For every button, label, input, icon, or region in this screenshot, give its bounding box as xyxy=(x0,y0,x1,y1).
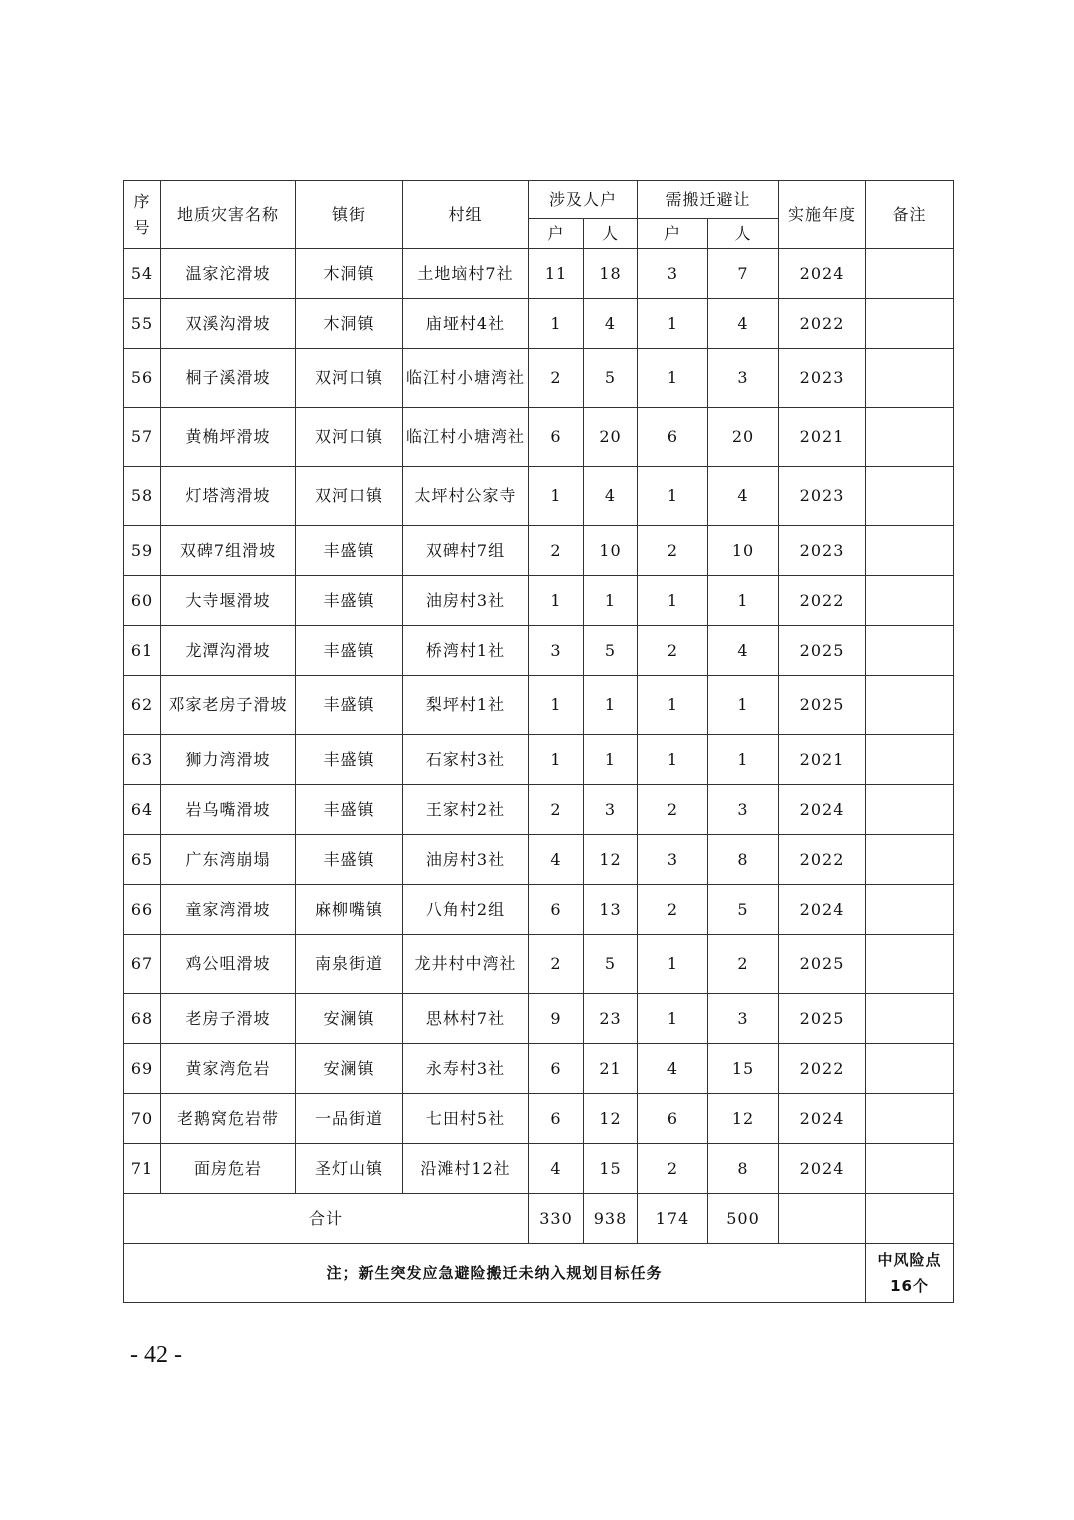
row-name: 面房危岩 xyxy=(161,1144,296,1194)
row-name: 灯塔湾滑坡 xyxy=(161,467,296,526)
table-row xyxy=(124,885,954,935)
row-village: 沿滩村12社 xyxy=(403,1144,529,1194)
row-town: 双河口镇 xyxy=(296,349,403,408)
row-remark xyxy=(866,994,954,1044)
row-index: 54 xyxy=(124,249,161,299)
row-relocate-households: 1 xyxy=(638,467,708,526)
row-year: 2024 xyxy=(779,785,866,835)
row-involved-households: 2 xyxy=(529,935,584,994)
row-town: 木洞镇 xyxy=(296,299,403,349)
row-remark xyxy=(866,1044,954,1094)
table-row xyxy=(124,526,954,576)
row-involved-households: 2 xyxy=(529,526,584,576)
row-involved-persons: 5 xyxy=(584,935,638,994)
row-remark xyxy=(866,408,954,467)
row-name: 邓家老房子滑坡 xyxy=(161,676,296,735)
row-index: 59 xyxy=(124,526,161,576)
row-village: 油房村3社 xyxy=(403,835,529,885)
note-text: 注；新生突发应急避险搬迁未纳入规划目标任务 xyxy=(124,1244,866,1303)
row-town: 安澜镇 xyxy=(296,994,403,1044)
row-town: 丰盛镇 xyxy=(296,785,403,835)
row-town: 木洞镇 xyxy=(296,249,403,299)
row-relocate-households: 2 xyxy=(638,1144,708,1194)
row-year: 2021 xyxy=(779,408,866,467)
header-involved-persons: 人 xyxy=(584,219,638,249)
row-relocate-households: 1 xyxy=(638,576,708,626)
row-involved-households: 2 xyxy=(529,349,584,408)
row-village: 七田村5社 xyxy=(403,1094,529,1144)
row-relocate-persons: 20 xyxy=(708,408,779,467)
total-involved-households: 330 xyxy=(529,1194,584,1244)
row-involved-households: 2 xyxy=(529,785,584,835)
row-remark xyxy=(866,785,954,835)
row-relocate-households: 1 xyxy=(638,299,708,349)
row-involved-households: 6 xyxy=(529,1094,584,1144)
row-name: 老房子滑坡 xyxy=(161,994,296,1044)
row-index: 66 xyxy=(124,885,161,935)
row-index: 60 xyxy=(124,576,161,626)
row-index: 67 xyxy=(124,935,161,994)
table-row xyxy=(124,935,954,994)
row-index: 71 xyxy=(124,1144,161,1194)
header-name: 地质灾害名称 xyxy=(161,181,296,249)
row-involved-persons: 1 xyxy=(584,676,638,735)
row-year: 2022 xyxy=(779,1044,866,1094)
row-index: 69 xyxy=(124,1044,161,1094)
row-relocate-persons: 7 xyxy=(708,249,779,299)
row-index: 65 xyxy=(124,835,161,885)
row-relocate-persons: 1 xyxy=(708,676,779,735)
row-village: 太坪村公家寺 xyxy=(403,467,529,526)
row-remark xyxy=(866,526,954,576)
row-village: 王家村2社 xyxy=(403,785,529,835)
row-relocate-households: 6 xyxy=(638,408,708,467)
row-relocate-households: 3 xyxy=(638,835,708,885)
row-involved-persons: 20 xyxy=(584,408,638,467)
row-remark xyxy=(866,299,954,349)
row-involved-households: 9 xyxy=(529,994,584,1044)
row-remark xyxy=(866,1094,954,1144)
table-row xyxy=(124,299,954,349)
table-row xyxy=(124,1044,954,1094)
row-name: 桐子溪滑坡 xyxy=(161,349,296,408)
note-remark: 中风险点16个 xyxy=(866,1244,954,1303)
row-town: 丰盛镇 xyxy=(296,676,403,735)
row-index: 63 xyxy=(124,735,161,785)
row-involved-persons: 23 xyxy=(584,994,638,1044)
row-index: 64 xyxy=(124,785,161,835)
row-remark xyxy=(866,676,954,735)
table-row xyxy=(124,576,954,626)
row-index: 56 xyxy=(124,349,161,408)
table-row xyxy=(124,1094,954,1144)
row-relocate-persons: 4 xyxy=(708,626,779,676)
header-village: 村组 xyxy=(403,181,529,249)
row-relocate-persons: 12 xyxy=(708,1094,779,1144)
row-involved-households: 1 xyxy=(529,735,584,785)
row-involved-households: 6 xyxy=(529,885,584,935)
row-relocate-households: 1 xyxy=(638,935,708,994)
row-year: 2023 xyxy=(779,467,866,526)
row-index: 68 xyxy=(124,994,161,1044)
row-involved-persons: 13 xyxy=(584,885,638,935)
row-relocate-households: 1 xyxy=(638,349,708,408)
row-involved-households: 6 xyxy=(529,1044,584,1094)
row-index: 70 xyxy=(124,1094,161,1144)
row-name: 童家湾滑坡 xyxy=(161,885,296,935)
row-involved-persons: 12 xyxy=(584,1094,638,1144)
row-town: 双河口镇 xyxy=(296,467,403,526)
row-involved-households: 4 xyxy=(529,835,584,885)
row-remark xyxy=(866,467,954,526)
row-town: 丰盛镇 xyxy=(296,576,403,626)
row-relocate-persons: 3 xyxy=(708,349,779,408)
total-involved-persons: 938 xyxy=(584,1194,638,1244)
row-relocate-persons: 4 xyxy=(708,299,779,349)
row-involved-households: 1 xyxy=(529,299,584,349)
total-label: 合计 xyxy=(124,1194,529,1244)
row-town: 丰盛镇 xyxy=(296,835,403,885)
table-row xyxy=(124,676,954,735)
table-row xyxy=(124,349,954,408)
header-year: 实施年度 xyxy=(779,181,866,249)
row-involved-persons: 3 xyxy=(584,785,638,835)
row-town: 丰盛镇 xyxy=(296,626,403,676)
row-relocate-persons: 15 xyxy=(708,1044,779,1094)
row-involved-persons: 12 xyxy=(584,835,638,885)
row-year: 2024 xyxy=(779,249,866,299)
row-name: 岩乌嘴滑坡 xyxy=(161,785,296,835)
row-relocate-persons: 1 xyxy=(708,576,779,626)
row-remark xyxy=(866,885,954,935)
total-relocate-households: 174 xyxy=(638,1194,708,1244)
row-village: 油房村3社 xyxy=(403,576,529,626)
header-town: 镇街 xyxy=(296,181,403,249)
row-year: 2025 xyxy=(779,676,866,735)
row-remark xyxy=(866,249,954,299)
row-name: 大寺堰滑坡 xyxy=(161,576,296,626)
row-year: 2022 xyxy=(779,835,866,885)
row-village: 思林村7社 xyxy=(403,994,529,1044)
row-relocate-persons: 3 xyxy=(708,994,779,1044)
row-involved-persons: 4 xyxy=(584,467,638,526)
row-involved-households: 1 xyxy=(529,676,584,735)
row-relocate-persons: 10 xyxy=(708,526,779,576)
row-year: 2024 xyxy=(779,1144,866,1194)
row-town: 麻柳嘴镇 xyxy=(296,885,403,935)
total-remark xyxy=(866,1194,954,1244)
row-village: 石家村3社 xyxy=(403,735,529,785)
row-name: 鸡公咀滑坡 xyxy=(161,935,296,994)
row-village: 庙垭村4社 xyxy=(403,299,529,349)
row-involved-households: 3 xyxy=(529,626,584,676)
row-index: 57 xyxy=(124,408,161,467)
row-name: 广东湾崩塌 xyxy=(161,835,296,885)
table-row xyxy=(124,735,954,785)
row-name: 双溪沟滑坡 xyxy=(161,299,296,349)
row-name: 黄桷坪滑坡 xyxy=(161,408,296,467)
row-relocate-households: 6 xyxy=(638,1094,708,1144)
row-relocate-persons: 5 xyxy=(708,885,779,935)
row-involved-households: 11 xyxy=(529,249,584,299)
row-village: 土地垴村7社 xyxy=(403,249,529,299)
row-town: 丰盛镇 xyxy=(296,526,403,576)
row-name: 双碑7组滑坡 xyxy=(161,526,296,576)
row-relocate-households: 2 xyxy=(638,785,708,835)
row-involved-households: 1 xyxy=(529,467,584,526)
header-index: 序号 xyxy=(124,181,161,249)
row-remark xyxy=(866,835,954,885)
table-row xyxy=(124,1144,954,1194)
row-town: 南泉街道 xyxy=(296,935,403,994)
row-year: 2025 xyxy=(779,994,866,1044)
row-index: 55 xyxy=(124,299,161,349)
row-name: 温家沱滑坡 xyxy=(161,249,296,299)
row-remark xyxy=(866,735,954,785)
row-year: 2025 xyxy=(779,935,866,994)
row-year: 2024 xyxy=(779,885,866,935)
row-involved-persons: 1 xyxy=(584,576,638,626)
row-involved-households: 1 xyxy=(529,576,584,626)
header-involved-households: 户 xyxy=(529,219,584,249)
row-town: 双河口镇 xyxy=(296,408,403,467)
row-relocate-households: 2 xyxy=(638,885,708,935)
row-village: 临江村小塘湾社 xyxy=(403,408,529,467)
row-name: 龙潭沟滑坡 xyxy=(161,626,296,676)
row-relocate-persons: 8 xyxy=(708,1144,779,1194)
total-row xyxy=(124,1194,954,1244)
row-involved-persons: 15 xyxy=(584,1144,638,1194)
row-index: 61 xyxy=(124,626,161,676)
table-row xyxy=(124,249,954,299)
header-remark: 备注 xyxy=(866,181,954,249)
row-involved-persons: 5 xyxy=(584,349,638,408)
row-relocate-households: 2 xyxy=(638,626,708,676)
row-town: 丰盛镇 xyxy=(296,735,403,785)
row-involved-households: 6 xyxy=(529,408,584,467)
row-relocate-persons: 4 xyxy=(708,467,779,526)
row-year: 2021 xyxy=(779,735,866,785)
table-row xyxy=(124,994,954,1044)
row-involved-persons: 5 xyxy=(584,626,638,676)
note-row xyxy=(124,1244,954,1303)
row-village: 八角村2组 xyxy=(403,885,529,935)
row-village: 龙井村中湾社 xyxy=(403,935,529,994)
row-index: 58 xyxy=(124,467,161,526)
row-name: 老鹅窝危岩带 xyxy=(161,1094,296,1144)
header-involved: 涉及人户 xyxy=(529,181,638,219)
table-row xyxy=(124,467,954,526)
table-row xyxy=(124,835,954,885)
row-village: 梨坪村1社 xyxy=(403,676,529,735)
row-remark xyxy=(866,1144,954,1194)
row-index: 62 xyxy=(124,676,161,735)
row-year: 2022 xyxy=(779,299,866,349)
row-village: 永寿村3社 xyxy=(403,1044,529,1094)
row-relocate-households: 4 xyxy=(638,1044,708,1094)
row-village: 双碑村7组 xyxy=(403,526,529,576)
row-involved-persons: 10 xyxy=(584,526,638,576)
header-row-1 xyxy=(124,181,954,219)
row-remark xyxy=(866,935,954,994)
table-row xyxy=(124,785,954,835)
table-row xyxy=(124,408,954,467)
row-involved-persons: 21 xyxy=(584,1044,638,1094)
row-involved-persons: 1 xyxy=(584,735,638,785)
row-relocate-households: 1 xyxy=(638,676,708,735)
row-year: 2022 xyxy=(779,576,866,626)
row-year: 2023 xyxy=(779,526,866,576)
row-remark xyxy=(866,349,954,408)
total-year xyxy=(779,1194,866,1244)
header-relocate: 需搬迁避让 xyxy=(638,181,779,219)
row-name: 黄家湾危岩 xyxy=(161,1044,296,1094)
row-involved-persons: 4 xyxy=(584,299,638,349)
row-town: 圣灯山镇 xyxy=(296,1144,403,1194)
row-relocate-households: 2 xyxy=(638,526,708,576)
row-relocate-households: 3 xyxy=(638,249,708,299)
row-town: 一品街道 xyxy=(296,1094,403,1144)
row-year: 2024 xyxy=(779,1094,866,1144)
row-relocate-households: 1 xyxy=(638,735,708,785)
page-number: - 42 - xyxy=(130,1342,182,1368)
row-remark xyxy=(866,576,954,626)
row-relocate-persons: 3 xyxy=(708,785,779,835)
header-relocate-persons: 人 xyxy=(708,219,779,249)
row-year: 2023 xyxy=(779,349,866,408)
disaster-relocation-table xyxy=(123,180,954,1303)
row-relocate-persons: 2 xyxy=(708,935,779,994)
row-name: 狮力湾滑坡 xyxy=(161,735,296,785)
table-row xyxy=(124,626,954,676)
row-involved-households: 4 xyxy=(529,1144,584,1194)
row-town: 安澜镇 xyxy=(296,1044,403,1094)
row-remark xyxy=(866,626,954,676)
total-relocate-persons: 500 xyxy=(708,1194,779,1244)
row-village: 临江村小塘湾社 xyxy=(403,349,529,408)
row-year: 2025 xyxy=(779,626,866,676)
row-involved-persons: 18 xyxy=(584,249,638,299)
row-village: 桥湾村1社 xyxy=(403,626,529,676)
header-relocate-households: 户 xyxy=(638,219,708,249)
row-relocate-persons: 1 xyxy=(708,735,779,785)
row-relocate-households: 1 xyxy=(638,994,708,1044)
row-relocate-persons: 8 xyxy=(708,835,779,885)
